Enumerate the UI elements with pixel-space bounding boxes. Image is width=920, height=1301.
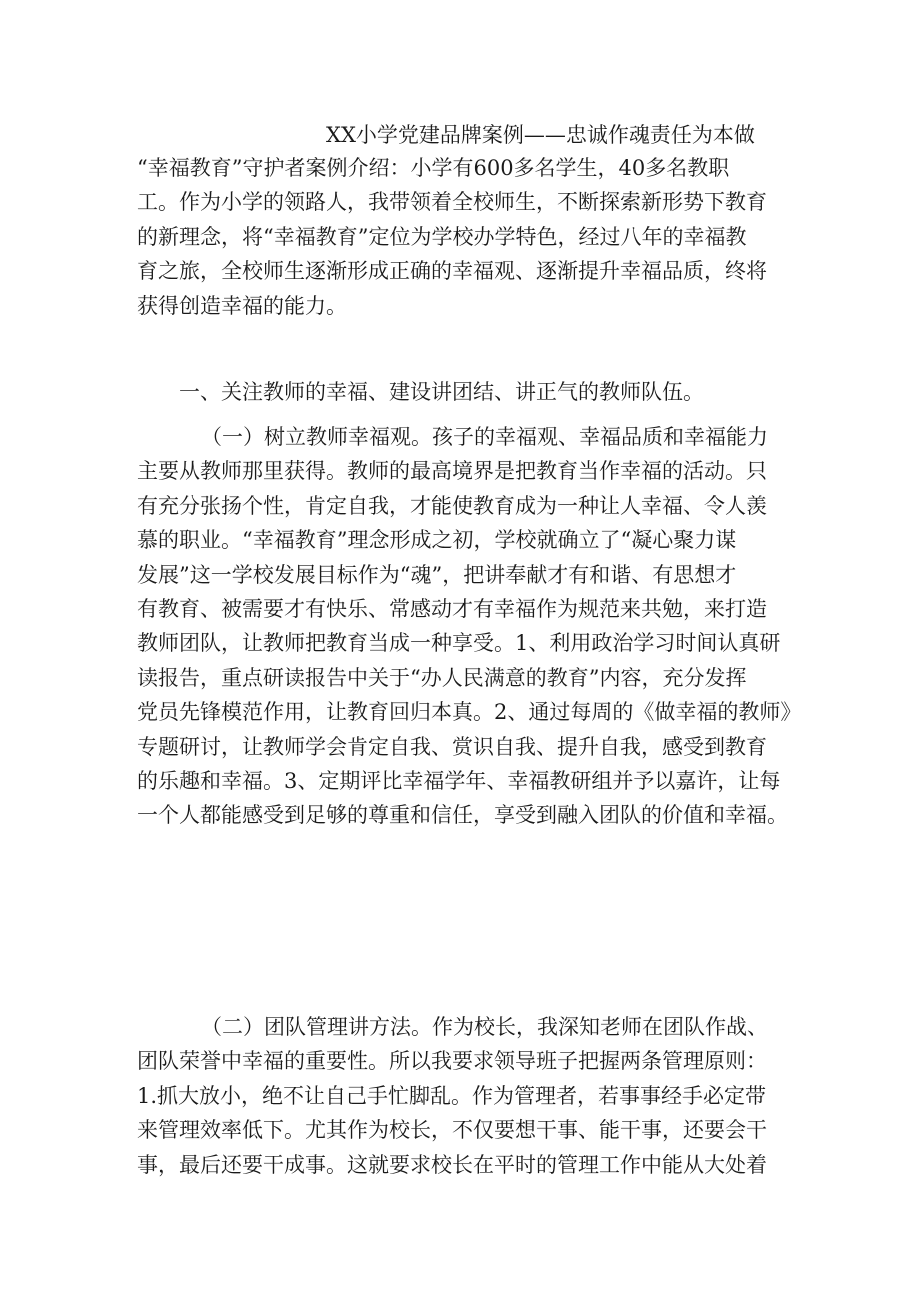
text-line: 发展”这一学校发展目标作为“魂”，把讲奉献才有和谐、有思想才 xyxy=(137,562,737,587)
text-line: 工。作为小学的领路人，我带领着全校师生，不断探索新形势下教育 xyxy=(137,190,767,215)
section-1-heading xyxy=(137,375,797,409)
text-line: 获得创造幸福的能力。 xyxy=(137,293,347,318)
text-line: 一个人都能感受到足够的尊重和信任，享受到融入团队的价值和幸福。 xyxy=(137,803,788,828)
text-line: 育之旅，全校师生逐渐形成正确的幸福观、逐渐提升幸福品质，终将 xyxy=(137,259,767,284)
text-line: 读报告，重点研读报告中关于“办人民满意的教育”内容，充分发挥 xyxy=(137,665,747,690)
text-line: 教师团队，让教师把教育当成一种享受。1、利用政治学习时间认真研 xyxy=(137,631,781,656)
text-line: 党员先锋模范作用，让教育回归本真。2、通过每周的《做幸福的教师》 xyxy=(137,700,802,725)
text-line: 慕的职业。“幸福教育”理念形成之初，学校就确立了“凝心聚力谋 xyxy=(137,528,737,553)
intro-paragraph xyxy=(137,151,797,323)
text-line: （二）团队管理讲方法。作为校长，我深知老师在团队作战、 xyxy=(201,1015,768,1039)
section-heading-text: 一、关注教师的幸福、建设讲团结、讲正气的教师队伍。 xyxy=(179,380,704,404)
text-line: 有教育、被需要才有快乐、常感动才有幸福作为规范来共勉，来打造 xyxy=(137,596,767,621)
text-line: “幸福教育”守护者案例介绍：小学有600多名学生，40多名教职 xyxy=(137,156,730,180)
text-line: （一）树立教师幸福观。孩子的幸福观、幸福品质和幸福能力 xyxy=(201,425,768,449)
subsection-1-paragraph xyxy=(137,420,802,833)
subsection-2-paragraph xyxy=(137,1010,797,1182)
text-line: 的新理念，将“幸福教育”定位为学校办学特色，经过八年的幸福教 xyxy=(137,224,747,249)
text-line: 1.抓大放小，绝不让自己手忙脚乱。作为管理者，若事事经手必定带 xyxy=(137,1083,767,1108)
document-title: XX小学党建品牌案例——忠诚作魂责任为本做 xyxy=(326,123,755,147)
text-line: 有充分张扬个性，肯定自我，才能使教育成为一种让人幸福、令人羡 xyxy=(137,493,767,518)
text-line: 来管理效率低下。尤其作为校长，不仅要想干事、能干事，还要会干 xyxy=(137,1118,767,1143)
text-line: 事，最后还要干成事。这就要求校长在平时的管理工作中能从大处着 xyxy=(137,1152,767,1177)
text-line: 主要从教师那里获得。教师的最高境界是把教育当作幸福的活动。只 xyxy=(137,459,767,484)
text-line: 的乐趣和幸福。3、定期评比幸福学年、幸福教研组并予以嘉许，让每 xyxy=(137,768,781,793)
text-line: 团队荣誉中幸福的重要性。所以我要求领导班子把握两条管理原则： xyxy=(137,1049,767,1074)
text-line: 专题研讨，让教师学会肯定自我、赏识自我、提升自我，感受到教育 xyxy=(137,734,767,759)
